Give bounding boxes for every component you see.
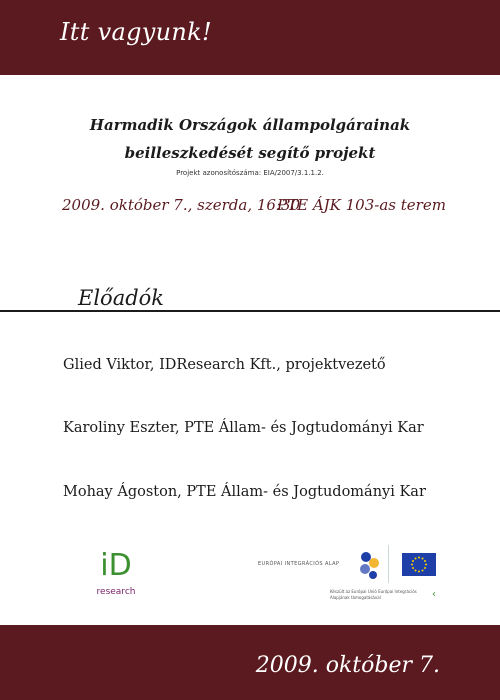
- eu-flag-icon: [402, 553, 436, 576]
- eu-fund-label: EURÓPAI INTEGRÁCIÓS ALAP: [258, 561, 340, 567]
- idresearch-logo: [86, 547, 146, 607]
- speaker-item: Karoliny Eszter, PTE Állam- és Jogtudományi Kar: [63, 420, 424, 436]
- eu-support-note: Készült az Európai Unió Európai Integrációs Alapjának támogatásával: [330, 589, 417, 600]
- event-title-line2: beilleszkedését segítő projekt: [124, 144, 376, 162]
- idresearch-logo-letters: iD: [100, 548, 132, 583]
- speaker-item: Mohay Ágoston, PTE Állam- és Jogtudományi Kar: [63, 484, 426, 500]
- eu-fund-emblem-icon: [356, 549, 384, 581]
- logo-separator: [388, 545, 389, 583]
- speakers-heading: Előadók: [78, 286, 165, 310]
- header-title: Itt vagyunk!: [60, 18, 212, 46]
- footer-date: 2009. október 7.: [255, 653, 440, 678]
- eu-fund-logos: [258, 545, 448, 610]
- event-title-line1: Harmadik Országok állampolgárainak: [89, 116, 411, 134]
- speaker-item: Glied Viktor, IDResearch Kft., projektvezető: [63, 357, 386, 373]
- footer-band: [0, 625, 500, 700]
- idresearch-logo-word: research: [96, 587, 136, 597]
- header-band: [0, 0, 500, 75]
- project-id: Projekt azonosítószáma: EIA/2007/3.1.1.2.: [176, 169, 324, 177]
- chevron-left-icon: ‹: [432, 589, 436, 600]
- event-datetime: 2009. október 7., szerda, 16:30: [62, 196, 301, 214]
- event-location: PTE ÁJK 103-as terem: [277, 196, 446, 214]
- section-divider: [0, 310, 500, 312]
